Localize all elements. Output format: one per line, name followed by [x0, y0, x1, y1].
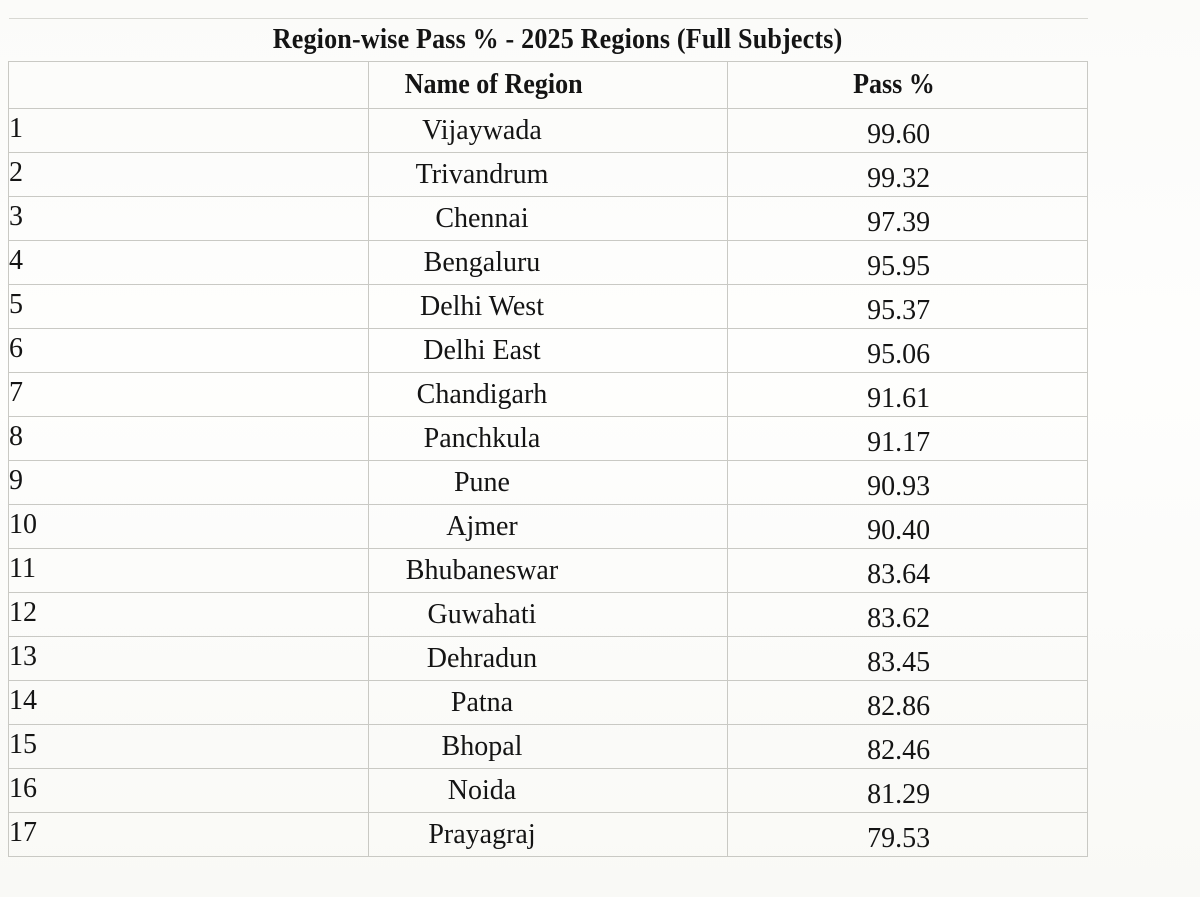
- row-region-name: Noida: [447, 774, 517, 806]
- table-row: [9, 549, 1088, 593]
- table-row: [9, 241, 1088, 285]
- row-serial-cell: [9, 593, 369, 637]
- row-serial-cell: [9, 417, 369, 461]
- table-title-row: [9, 19, 1088, 62]
- table-title-text: Region-wise Pass % - 2025 Regions (Full Subjects): [272, 24, 843, 55]
- row-serial-cell: [9, 505, 369, 549]
- row-pass-percentage: 83.45: [867, 646, 931, 678]
- row-region-cell: [368, 109, 728, 153]
- row-pass-percentage: 95.95: [867, 250, 931, 282]
- row-serial-number: 15: [9, 728, 37, 760]
- table-row: [9, 593, 1088, 637]
- row-serial-cell: [9, 153, 369, 197]
- column-header-serial: [9, 62, 369, 109]
- row-serial-cell: [9, 329, 369, 373]
- row-region-name: Bengaluru: [423, 246, 541, 278]
- row-region-cell: [368, 153, 728, 197]
- row-region-cell: [368, 769, 728, 813]
- row-region-cell: [368, 593, 728, 637]
- row-pass-percentage: 82.86: [867, 690, 931, 722]
- row-region-name: Prayagraj: [428, 818, 536, 850]
- row-region-cell: [368, 373, 728, 417]
- row-region-cell: [368, 417, 728, 461]
- row-serial-number: 5: [9, 288, 23, 320]
- row-pass-percentage: 97.39: [867, 206, 931, 238]
- row-serial-number: 14: [9, 684, 37, 716]
- row-serial-cell: [9, 373, 369, 417]
- row-region-name: Vijaywada: [422, 114, 542, 146]
- row-pass-percentage: 79.53: [867, 822, 931, 854]
- row-pass-cell: [728, 241, 1088, 285]
- row-region-cell: [368, 197, 728, 241]
- row-pass-cell: [728, 593, 1088, 637]
- row-pass-percentage: 81.29: [867, 778, 931, 810]
- row-region-name: Ajmer: [446, 510, 518, 542]
- row-pass-cell: [728, 769, 1088, 813]
- table-title: [9, 19, 1088, 62]
- row-pass-percentage: 90.93: [867, 470, 931, 502]
- row-region-name: Chandigarh: [416, 378, 548, 410]
- row-pass-percentage: 90.40: [867, 514, 931, 546]
- table-row: [9, 197, 1088, 241]
- row-pass-cell: [728, 153, 1088, 197]
- table-body: [9, 109, 1088, 857]
- row-serial-cell: [9, 461, 369, 505]
- row-region-cell: [368, 725, 728, 769]
- row-serial-number: 4: [9, 244, 23, 276]
- row-pass-cell: [728, 637, 1088, 681]
- row-pass-percentage: 91.61: [867, 382, 931, 414]
- row-region-cell: [368, 461, 728, 505]
- column-header-pass-text: Pass %: [852, 69, 935, 100]
- row-pass-percentage: 99.60: [867, 118, 931, 150]
- table-row: [9, 505, 1088, 549]
- pass-percentage-table: [8, 18, 1088, 857]
- row-serial-cell: [9, 549, 369, 593]
- row-serial-cell: [9, 725, 369, 769]
- column-header-region-text: Name of Region: [405, 69, 583, 100]
- row-pass-cell: [728, 461, 1088, 505]
- row-pass-cell: [728, 725, 1088, 769]
- row-pass-percentage: 83.62: [867, 602, 931, 634]
- row-region-name: Panchkula: [423, 422, 541, 454]
- row-region-name: Dehradun: [426, 642, 538, 674]
- row-region-cell: [368, 813, 728, 857]
- row-pass-percentage: 83.64: [867, 558, 931, 590]
- row-serial-cell: [9, 241, 369, 285]
- row-serial-cell: [9, 109, 369, 153]
- row-pass-cell: [728, 285, 1088, 329]
- table-row: [9, 285, 1088, 329]
- row-serial-number: 8: [9, 420, 23, 452]
- column-header-region: [368, 62, 728, 109]
- row-serial-cell: [9, 769, 369, 813]
- row-pass-percentage: 91.17: [867, 426, 931, 458]
- row-region-name: Trivandrum: [415, 158, 549, 190]
- row-serial-cell: [9, 813, 369, 857]
- table-row: [9, 637, 1088, 681]
- row-serial-cell: [9, 681, 369, 725]
- row-serial-cell: [9, 637, 369, 681]
- row-serial-number: 1: [9, 112, 23, 144]
- row-serial-number: 17: [9, 816, 37, 848]
- row-region-name: Patna: [450, 686, 514, 718]
- table-row: [9, 725, 1088, 769]
- row-pass-percentage: 95.06: [867, 338, 931, 370]
- row-region-name: Pune: [453, 466, 510, 498]
- row-serial-cell: [9, 197, 369, 241]
- row-serial-number: 6: [9, 332, 23, 364]
- row-pass-cell: [728, 197, 1088, 241]
- row-region-name: Delhi West: [419, 290, 544, 322]
- table-row: [9, 769, 1088, 813]
- column-header-pass: [728, 62, 1088, 109]
- row-serial-number: 11: [9, 552, 36, 584]
- row-region-cell: [368, 241, 728, 285]
- table-row: [9, 373, 1088, 417]
- row-region-cell: [368, 637, 728, 681]
- row-region-cell: [368, 681, 728, 725]
- row-region-name: Bhopal: [441, 730, 523, 762]
- row-serial-number: 2: [9, 156, 23, 188]
- row-region-cell: [368, 329, 728, 373]
- row-region-name: Chennai: [435, 202, 529, 234]
- row-pass-percentage: 99.32: [867, 162, 931, 194]
- row-region-cell: [368, 285, 728, 329]
- table-row: [9, 417, 1088, 461]
- table-row: [9, 461, 1088, 505]
- row-pass-percentage: 82.46: [867, 734, 931, 766]
- table-row: [9, 109, 1088, 153]
- row-pass-cell: [728, 813, 1088, 857]
- row-region-cell: [368, 549, 728, 593]
- table-header-row: [9, 62, 1088, 109]
- row-serial-number: 16: [9, 772, 37, 804]
- row-serial-number: 10: [9, 508, 37, 540]
- row-serial-number: 3: [9, 200, 23, 232]
- table-row: [9, 153, 1088, 197]
- row-pass-cell: [728, 109, 1088, 153]
- row-pass-cell: [728, 549, 1088, 593]
- row-pass-cell: [728, 373, 1088, 417]
- row-pass-cell: [728, 681, 1088, 725]
- row-region-name: Delhi East: [423, 334, 541, 366]
- row-serial-number: 12: [9, 596, 37, 628]
- table-row: [9, 329, 1088, 373]
- row-region-name: Bhubaneswar: [405, 554, 559, 586]
- row-pass-percentage: 95.37: [867, 294, 931, 326]
- row-region-cell: [368, 505, 728, 549]
- row-serial-number: 9: [9, 464, 23, 496]
- row-serial-cell: [9, 285, 369, 329]
- table-row: [9, 813, 1088, 857]
- row-pass-cell: [728, 417, 1088, 461]
- table-row: [9, 681, 1088, 725]
- row-pass-cell: [728, 505, 1088, 549]
- row-serial-number: 7: [9, 376, 23, 408]
- row-serial-number: 13: [9, 640, 37, 672]
- row-region-name: Guwahati: [427, 598, 537, 630]
- row-pass-cell: [728, 329, 1088, 373]
